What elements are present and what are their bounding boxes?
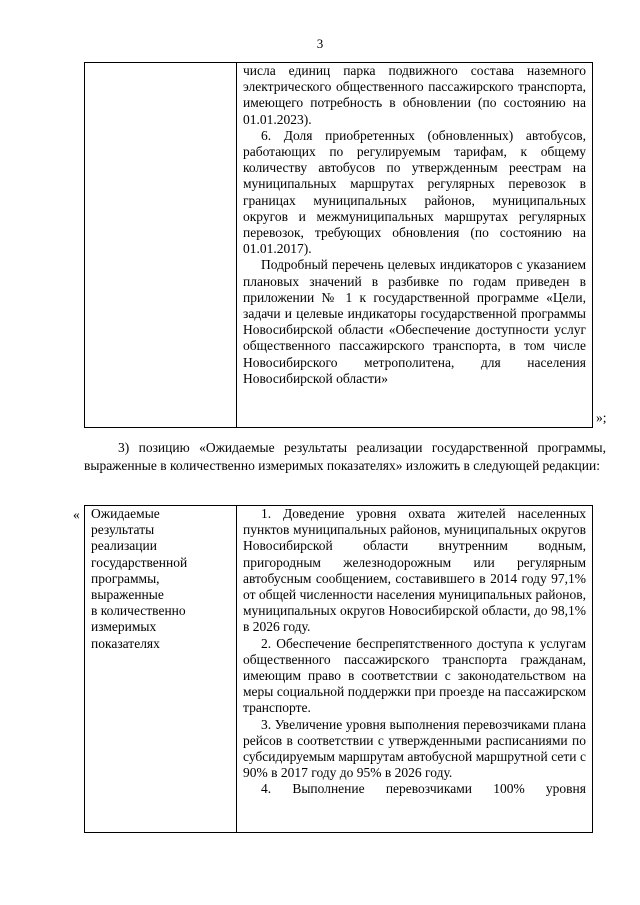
label-line: Ожидаемые: [91, 506, 160, 521]
indicators-table-continuation: [84, 62, 593, 428]
label-line: выраженные: [91, 587, 164, 603]
table-row: [85, 63, 593, 428]
table-row: [85, 506, 593, 833]
opening-quote-mark: «: [73, 507, 80, 522]
expected-results-label: [85, 506, 237, 833]
indicator-text-5-tail: числа единиц парка подвижного состава наземного электрического общественного пассажирского транспорта, имеющего потребность в обновлении (по состоянию на 01.01.2023).: [243, 63, 586, 127]
page-number: 3: [316, 36, 324, 51]
label-line: результаты: [91, 522, 155, 538]
result-item-2: 2. Обеспечение беспрепятственного доступа к услугам общественного пассажирского транспорта гражданам, имеющим право в соответствии с законодательством на меры социальной поддержки при проезде на пассажирском транспорте.: [243, 635, 586, 716]
label-line: показателях: [91, 635, 160, 651]
expected-results-table: [84, 505, 593, 833]
indicator-text-6: 6. Доля приобретенных (обновленных) автобусов, работающих по регулируемым тарифам, к общему количеству автобусов по утвержденным реестрам на муниципальных маршрутах регулярных перевозок в границах муниципальных районов, муниципальных округов и межмуниципальных маршрутах регулярных перевозок, требующих обновления (по состоянию на 01.01.2017).: [243, 127, 586, 257]
label-line: программы,: [91, 570, 160, 586]
label-line: измеримых: [91, 619, 157, 635]
amendment-paragraph-3: 3) позицию «Ожидаемые результаты реализации государственной программы, выраженные в количественно измеримых показателях» изложить в следующей редакции:: [84, 440, 606, 473]
result-item-3: 3. Увеличение уровня выполнения перевозчиками плана рейсов в соответствии с утвержденными расписаниями по субсидируемым маршрутам автобусной маршрутной сети с 90% в 2017 году до 95% в 2026 году.: [243, 716, 586, 781]
table-cell-label: [85, 63, 237, 428]
result-item-1: 1. Доведение уровня охвата жителей населенных пунктов муниципальных районов, муниципальных округов Новосибирской области внутренним водным, пригородным железнодорожным или регулярным автобусным сообщением, составившего в 2014 году 97,1% от общей численности населения муниципальных районов, муниципальных округов Новосибирской области, до 98,1% в 2026 году.: [243, 506, 586, 635]
closing-quote-mark: »;: [596, 410, 607, 425]
label-line: в количественно: [91, 603, 186, 619]
table-cell-content: [237, 63, 593, 428]
label-line: реализации: [91, 538, 157, 554]
result-item-4: 4. Выполнение перевозчиками 100% уровня: [261, 781, 586, 797]
indicator-reference: Подробный перечень целевых индикаторов с указанием плановых значений в разбивке по годам приведен в приложении № 1 к государственной программе «Цели, задачи и целевые индикаторы государственной программы Новосибирской области «Обеспечение доступности услуг общественного пассажирского транспорта, в том числе Новосибирского метрополитена, для населения Новосибирской области»: [243, 257, 586, 386]
label-line: государственной: [91, 554, 188, 570]
expected-results-content: [237, 506, 593, 833]
